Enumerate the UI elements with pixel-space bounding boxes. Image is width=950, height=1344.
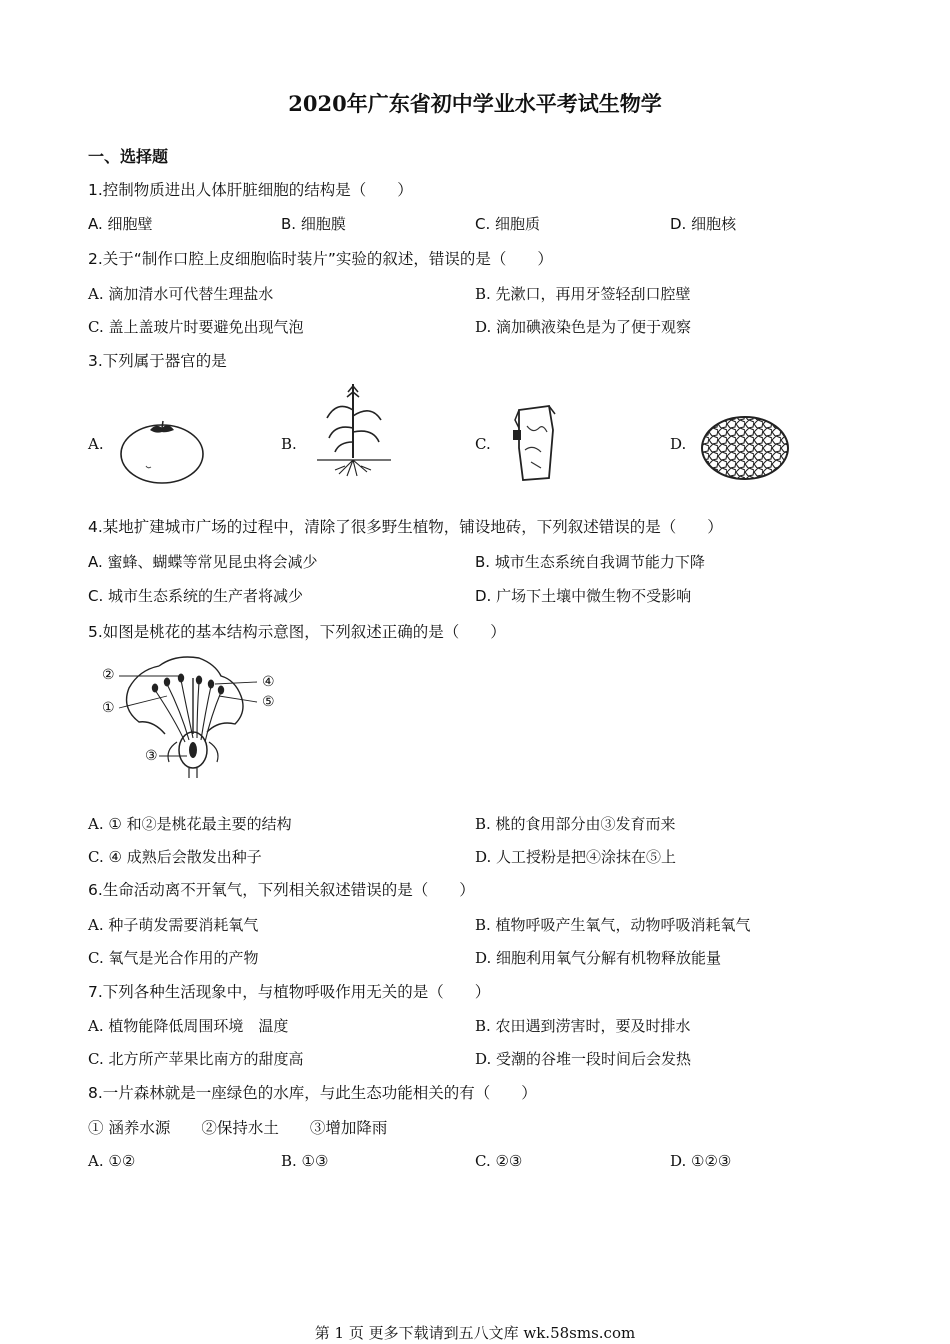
- figure-label-2: ②: [102, 667, 115, 683]
- q6-option-d: D. 细胞利用氧气分解有机物释放能量: [475, 949, 722, 967]
- peach-flower-diagram: [95, 650, 295, 780]
- q6-option-a: A. 种子萌发需要消耗氧气: [88, 916, 259, 934]
- figure-label-3: ③: [145, 748, 158, 764]
- figure-label-4: ④: [262, 674, 275, 690]
- question-8-stem: 8.一片森林就是一座绿色的水库，与此生态功能相关的有（ ）: [88, 1084, 537, 1102]
- tissue-block-image: [505, 400, 565, 485]
- q6-option-b: B. 植物呼吸产生氧气，动物呼吸消耗氧气: [475, 916, 751, 934]
- question-4-stem: 4.某地扩建城市广场的过程中，清除了很多野生植物，铺设地砖，下列叙述错误的是（ ）: [88, 518, 723, 536]
- figure-label-1: ①: [102, 700, 115, 716]
- q3-option-b: B.: [281, 435, 297, 453]
- corn-plant-image: [315, 380, 395, 480]
- q7-option-a: A. 植物能降低周围环境 温度: [88, 1017, 289, 1035]
- q3-option-c: C.: [475, 435, 491, 453]
- q7-option-b: B. 农田遇到涝害时，要及时排水: [475, 1017, 691, 1035]
- q2-option-a: A. 滴加清水可代替生理盐水: [88, 285, 274, 303]
- question-7-stem: 7.下列各种生活现象中，与植物呼吸作用无关的是（ ）: [88, 983, 491, 1001]
- q2-option-d: D. 滴加碘液染色是为了便于观察: [475, 318, 692, 336]
- q8-option-c: C. ②③: [475, 1152, 523, 1170]
- cell-tissue-image: [700, 412, 790, 482]
- tomato-image: [118, 418, 206, 486]
- q5-option-a: A. ① 和②是桃花最主要的结构: [88, 815, 292, 833]
- q5-option-c: C. ④ 成熟后会散发出种子: [88, 848, 262, 866]
- q1-option-b: B. 细胞膜: [281, 215, 346, 233]
- q7-option-d: D. 受潮的谷堆一段时间后会发热: [475, 1050, 692, 1068]
- q3-option-d: D.: [670, 435, 687, 453]
- q1-option-c: C. 细胞质: [475, 215, 541, 233]
- q6-option-c: C. 氧气是光合作用的产物: [88, 949, 259, 967]
- q2-option-b: B. 先漱口，再用牙签轻刮口腔壁: [475, 285, 691, 303]
- question-2-stem: 2.关于“制作口腔上皮细胞临时装片”实验的叙述，错误的是（ ）: [88, 250, 553, 268]
- q8-option-a: A. ①②: [88, 1152, 136, 1170]
- q8-option-b: B. ①③: [281, 1152, 329, 1170]
- q4-option-a: A. 蜜蜂、蝴蝶等常见昆虫将会减少: [88, 553, 318, 571]
- q4-option-c: C. 城市生态系统的生产者将减少: [88, 587, 304, 605]
- q4-option-d: D. 广场下土壤中微生物不受影响: [475, 587, 692, 605]
- q1-option-a: A. 细胞壁: [88, 215, 153, 233]
- q2-option-c: C. 盖上盖玻片时要避免出现气泡: [88, 318, 304, 336]
- question-5-stem: 5.如图是桃花的基本结构示意图，下列叙述正确的是（ ）: [88, 623, 506, 641]
- q8-option-d: D. ①②③: [670, 1152, 732, 1170]
- page-footer: 第 1 页 更多下载请到五八文库 wk.58sms.com: [314, 1324, 636, 1342]
- q4-option-b: B. 城市生态系统自我调节能力下降: [475, 553, 705, 571]
- question-3-stem: 3.下列属于器官的是: [88, 352, 227, 370]
- section-heading: 一、选择题: [88, 147, 169, 166]
- question-6-stem: 6.生命活动离不开氧气，下列相关叙述错误的是（ ）: [88, 881, 475, 899]
- q8-items: ① 涵养水源 ②保持水土 ③增加降雨: [88, 1119, 388, 1137]
- q1-option-d: D. 细胞核: [670, 215, 737, 233]
- figure-label-5: ⑤: [262, 694, 275, 710]
- page-title: 2020年广东省初中学业水平考试生物学: [288, 91, 662, 116]
- q3-option-a: A.: [88, 435, 104, 453]
- q7-option-c: C. 北方所产苹果比南方的甜度高: [88, 1050, 304, 1068]
- q5-option-d: D. 人工授粉是把④涂抹在⑤上: [475, 848, 677, 866]
- q5-option-b: B. 桃的食用部分由③发育而来: [475, 815, 676, 833]
- question-1-stem: 1.控制物质进出人体肝脏细胞的结构是（ ）: [88, 181, 413, 199]
